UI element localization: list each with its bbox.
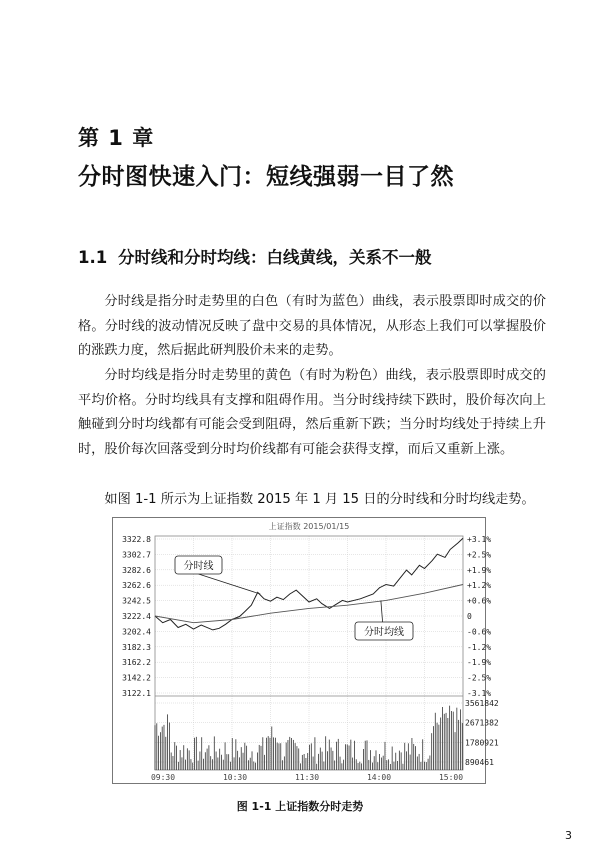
pct-tick-label: -2.5% <box>467 673 492 683</box>
pct-tick-label: +2.5% <box>467 550 492 560</box>
pct-tick-label: +1.9% <box>467 565 492 575</box>
volume-tick-label: 2671382 <box>465 718 499 728</box>
chapter-number: 第 1 章 <box>78 126 155 150</box>
section-title: 分时线和分时均线：白线黄线，关系不一般 <box>118 248 432 267</box>
callout-label: 分时线 <box>183 561 214 572</box>
callout-label: 分时均线 <box>364 627 404 638</box>
pct-tick-label: +0.6% <box>467 596 492 606</box>
paragraph-average-line: 分时均线是指分时走势里的黄色（有时为粉色）曲线，表示股票即时成交的平均价格。分时均线具有支撑和阻碍作用。当分时线持续下跌时，股价每次向上触碰到分时均线都有可能会受到阻碍，然后重新下跌；当分时均线处于持续上升时，股价每次回落受到分时均价线都有可能会获得支撑，而后又重新上涨。 <box>78 368 546 457</box>
section-number: 1.1 <box>78 248 108 267</box>
pct-tick-label: 0 <box>467 612 472 621</box>
price-tick-label: 3242.5 <box>122 596 151 606</box>
pct-tick-label: -0.6% <box>467 627 492 637</box>
callout-price-line <box>175 556 260 594</box>
pct-tick-label: -3.1% <box>467 689 492 698</box>
price-tick-label: 3142.2 <box>122 673 151 683</box>
time-tick-label: 09:30 <box>150 773 176 782</box>
pct-tick-label: -1.2% <box>467 642 492 652</box>
price-tick-label: 3202.4 <box>122 627 151 637</box>
paragraph-price-line: 分时线是指分时走势里的白色（有时为蓝色）曲线，表示股票即时成交的价格。分时线的波动情况反映了盘中交易的具体情况，从形态上我们可以掌握股价的涨跌力度，然后据此研判股价未来的走势。 <box>78 294 546 358</box>
intraday-chart <box>113 518 499 783</box>
pct-tick-label: +3.1% <box>467 535 492 544</box>
chart-title: 上证指数 2015/01/15 <box>268 522 350 531</box>
paragraph-figure-intro: 如图 1-1 所示为上证指数 2015 年 1 月 15 日的分时线和分时均线走势。 <box>104 492 535 507</box>
price-tick-label: 3222.4 <box>122 612 151 621</box>
volume-tick-label: 890461 <box>465 758 494 767</box>
price-tick-label: 3182.3 <box>122 642 151 652</box>
price-tick-label: 3162.2 <box>122 658 151 668</box>
price-tick-label: 3262.6 <box>122 581 151 591</box>
section-heading <box>78 244 432 268</box>
price-tick-label: 3122.1 <box>122 689 151 698</box>
time-tick-label: 11:30 <box>294 773 320 782</box>
volume-tick-label: 1780921 <box>465 738 499 748</box>
callout-leader <box>199 574 261 594</box>
figure-caption: 图 1-1 上证指数分时走势 <box>236 800 364 813</box>
price-tick-label: 3322.8 <box>122 535 151 544</box>
price-tick-label: 3282.6 <box>122 565 151 575</box>
volume-tick-label: 3561842 <box>465 699 499 708</box>
price-tick-label: 3302.7 <box>122 550 151 560</box>
chapter-title: 分时图快速入门：短线强弱一目了然 <box>78 164 454 190</box>
callout-average-line <box>355 600 413 640</box>
intraday-chart-figure <box>112 517 499 784</box>
pct-tick-label: -1.9% <box>467 658 492 668</box>
time-tick-label: 14:00 <box>366 773 392 782</box>
time-tick-label: 10:30 <box>222 773 248 782</box>
time-tick-label: 15:00 <box>438 773 464 782</box>
page-number: 3 <box>565 829 572 842</box>
pct-tick-label: +1.2% <box>467 581 492 591</box>
